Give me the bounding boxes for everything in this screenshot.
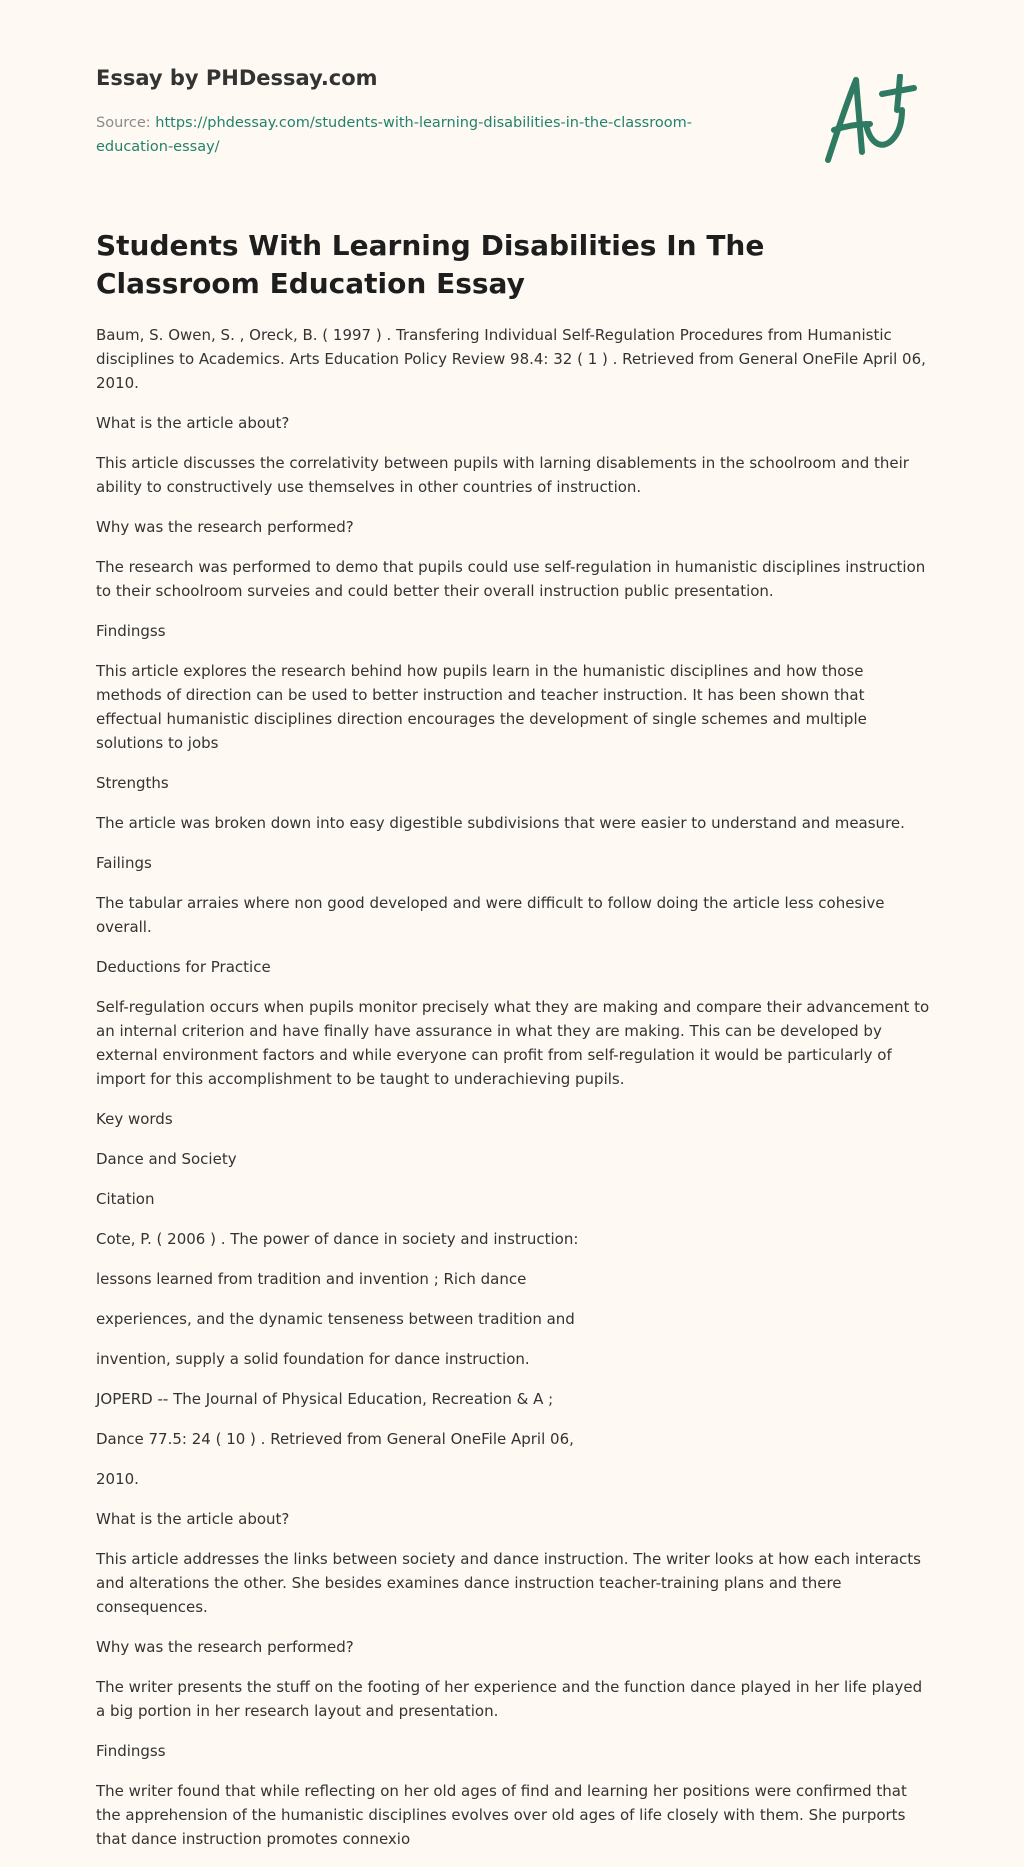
- paragraph: The article was broken down into easy digestible subdivisions that were easier to understand and measure.: [96, 814, 905, 832]
- paragraph: The tabular arraies where non good developed and were difficult to follow doing the article less cohesive overall.: [96, 894, 885, 936]
- paragraph: This article addresses the links between society and dance instruction. The writer looks at how each interacts and alterations the other. She besides examines dance instruction teacher-training plans and there consequences.: [96, 1550, 921, 1616]
- paragraph: The writer found that while reflecting on her old ages of find and learning her positions were confirmed that the apprehension of the humanistic disciplines evolves over old ages of life closely with them. She purports that dance instruction promotes connexio: [96, 1782, 907, 1848]
- site-brand: Essay by PHDessay.com: [96, 66, 378, 90]
- paragraph: Cote, P. ( 2006 ) . The power of dance in society and instruction:: [96, 1230, 579, 1248]
- paragraph: experiences, and the dynamic tenseness between tradition and: [96, 1310, 575, 1328]
- paragraph: Deductions for Practice: [96, 958, 271, 976]
- paragraph: JOPERD -- The Journal of Physical Education, Recreation & A ;: [96, 1390, 554, 1408]
- paragraph: What is the article about?: [96, 414, 290, 432]
- essay-body: [96, 323, 932, 1867]
- paragraph: Dance and Society: [96, 1150, 237, 1168]
- paragraph: Citation: [96, 1190, 155, 1208]
- paragraph: 2010.: [96, 1470, 139, 1488]
- paragraph: Self-regulation occurs when pupils monitor precisely what they are making and compare their advancement to an internal criterion and have finally have assurance in what they are making. This can be developed by external environment factors and while everyone can profit from self-regulation it would be particularly of import for this accomplishment to be taught to underachieving pupils.: [96, 998, 930, 1088]
- paragraph: lessons learned from tradition and invention ; Rich dance: [96, 1270, 527, 1288]
- paragraph: Findingss: [96, 622, 166, 640]
- source-label: Source:: [96, 115, 156, 131]
- paragraph: Failings: [96, 854, 152, 872]
- paragraph: Why was the research performed?: [96, 1638, 354, 1656]
- paragraph: This article explores the research behind how pupils learn in the humanistic disciplines and how those methods of direction can be used to better instruction and teacher instruction. It has been shown that effectual humanistic disciplines direction encourages the development of single schemes and multiple solutions to jobs: [96, 662, 867, 752]
- paragraph: This article discusses the correlativity between pupils with larning disablements in the schoolroom and their ability to constructively use themselves in other countries of instruction.: [96, 454, 909, 496]
- source-link[interactable]: https://phdessay.com/students-with-learning-disabilities-in-the-classroom-education-essay/: [96, 115, 692, 155]
- paragraph: Findingss: [96, 1742, 166, 1760]
- paragraph: Baum, S. Owen, S. , Oreck, B. ( 1997 ) . Transfering Individual Self-Regulation Procedures from Humanistic disciplines to Academics. Arts Education Policy Review 98.4: 32 ( 1 ) . Retrieved from General OneFile April 06, 2010.: [96, 326, 926, 392]
- paragraph: Strengths: [96, 774, 169, 792]
- paragraph: Why was the research performed?: [96, 518, 354, 536]
- paragraph: The research was performed to demo that pupils could use self-regulation in humanistic disciplines instruction to their schoolroom surveies and could better their overall instruction public presentation.: [96, 558, 926, 600]
- essay-title: Students With Learning Disabilities In The Classroom Education Essay: [96, 229, 765, 300]
- paragraph: What is the article about?: [96, 1510, 290, 1528]
- a-plus-logo-icon: [822, 74, 918, 166]
- paragraph: Dance 77.5: 24 ( 10 ) . Retrieved from General OneFile April 06,: [96, 1430, 574, 1448]
- source-line: [96, 111, 736, 159]
- paragraph: invention, supply a solid foundation for dance instruction.: [96, 1350, 530, 1368]
- paragraph: Key words: [96, 1110, 173, 1128]
- paragraph: The writer presents the stuff on the footing of her experience and the function dance played in her life played a big portion in her research layout and presentation.: [96, 1678, 923, 1720]
